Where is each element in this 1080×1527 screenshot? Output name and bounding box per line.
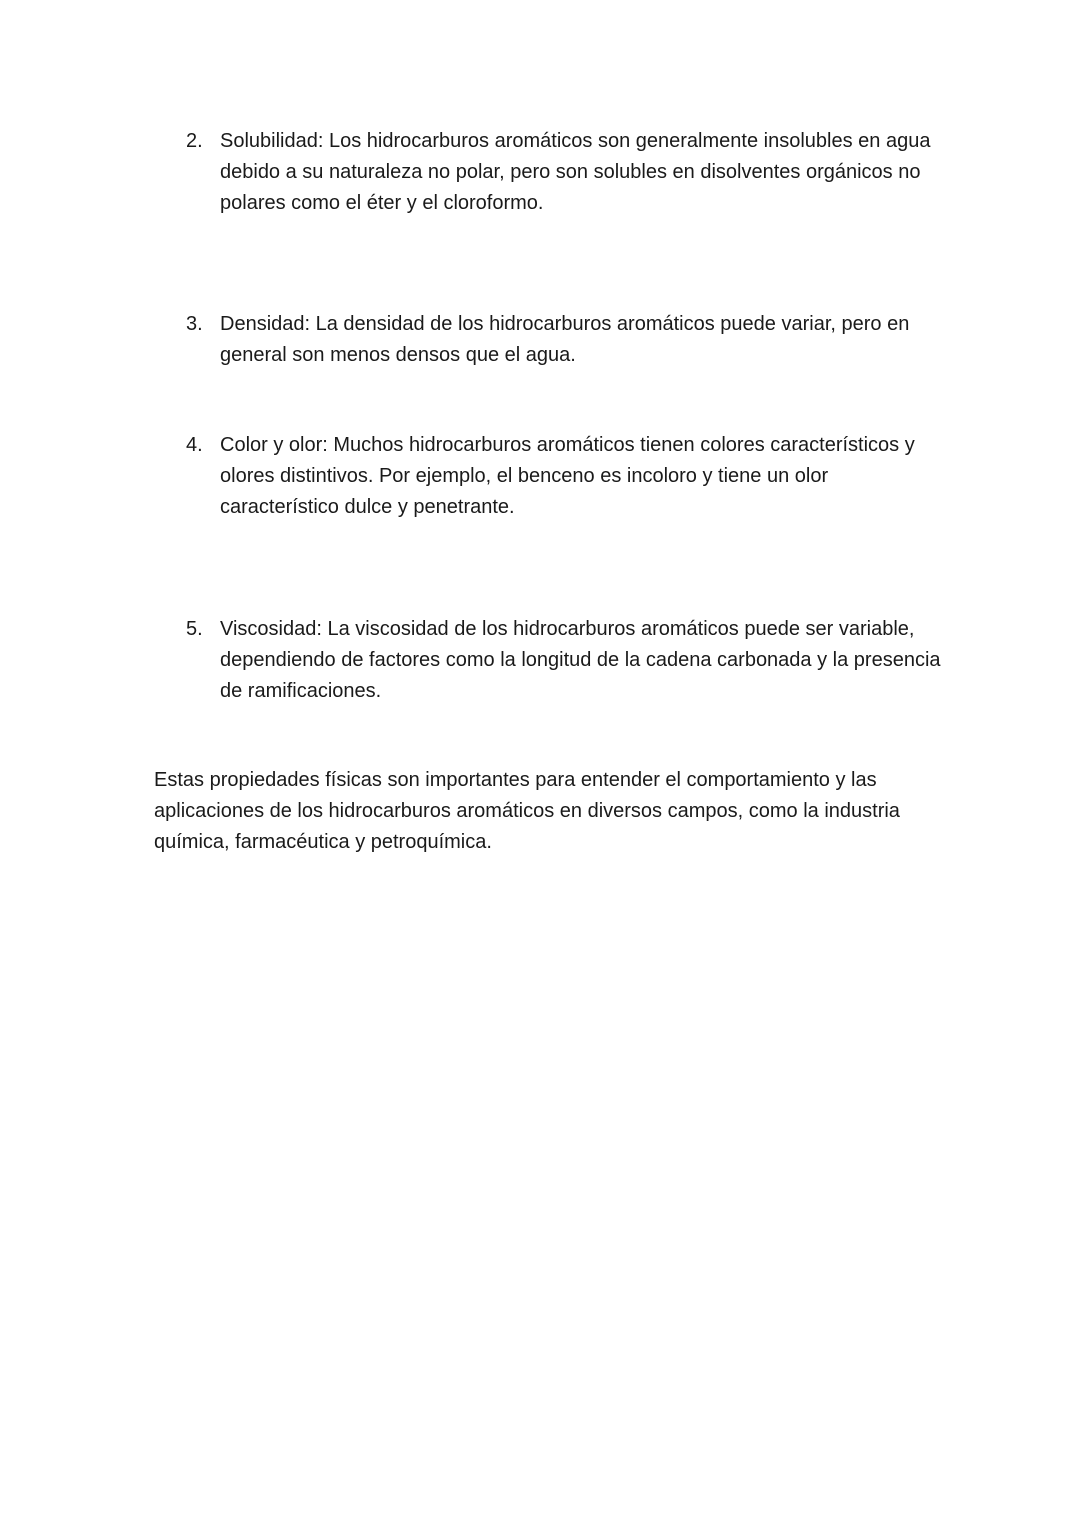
list-item-number: 4. xyxy=(186,434,203,456)
list-item-densidad xyxy=(186,309,946,371)
closing-paragraph: Estas propiedades físicas son importantes para entender el comportamiento y las aplicaciones de los hidrocarburos aromáticos en diversos campos, como la industria química, farmacéutica y petroquímica. xyxy=(154,769,900,853)
list-item-viscosidad xyxy=(186,614,946,707)
list-item-text: Color y olor: Muchos hidrocarburos aromáticos tienen colores característicos y olores distintivos. Por ejemplo, el benceno es incoloro y tiene un olor característico dulce y penetrante. xyxy=(220,434,915,518)
list-item-number: 2. xyxy=(186,130,203,152)
list-item-text: Densidad: La densidad de los hidrocarburos aromáticos puede variar, pero en general son menos densos que el agua. xyxy=(220,313,910,366)
list-item-solubilidad xyxy=(186,126,946,219)
list-item-text: Viscosidad: La viscosidad de los hidrocarburos aromáticos puede ser variable, dependiendo de factores como la longitud de la cadena carbonada y la presencia de ramificaciones. xyxy=(220,618,941,702)
list-item-number: 3. xyxy=(186,313,203,335)
list-item-number: 5. xyxy=(186,618,203,640)
list-item-color-y-olor xyxy=(186,430,946,523)
list-item-text: Solubilidad: Los hidrocarburos aromáticos son generalmente insolubles en agua debido a su naturaleza no polar, pero son solubles en disolventes orgánicos no polares como el éter y el cloroformo. xyxy=(220,130,931,214)
